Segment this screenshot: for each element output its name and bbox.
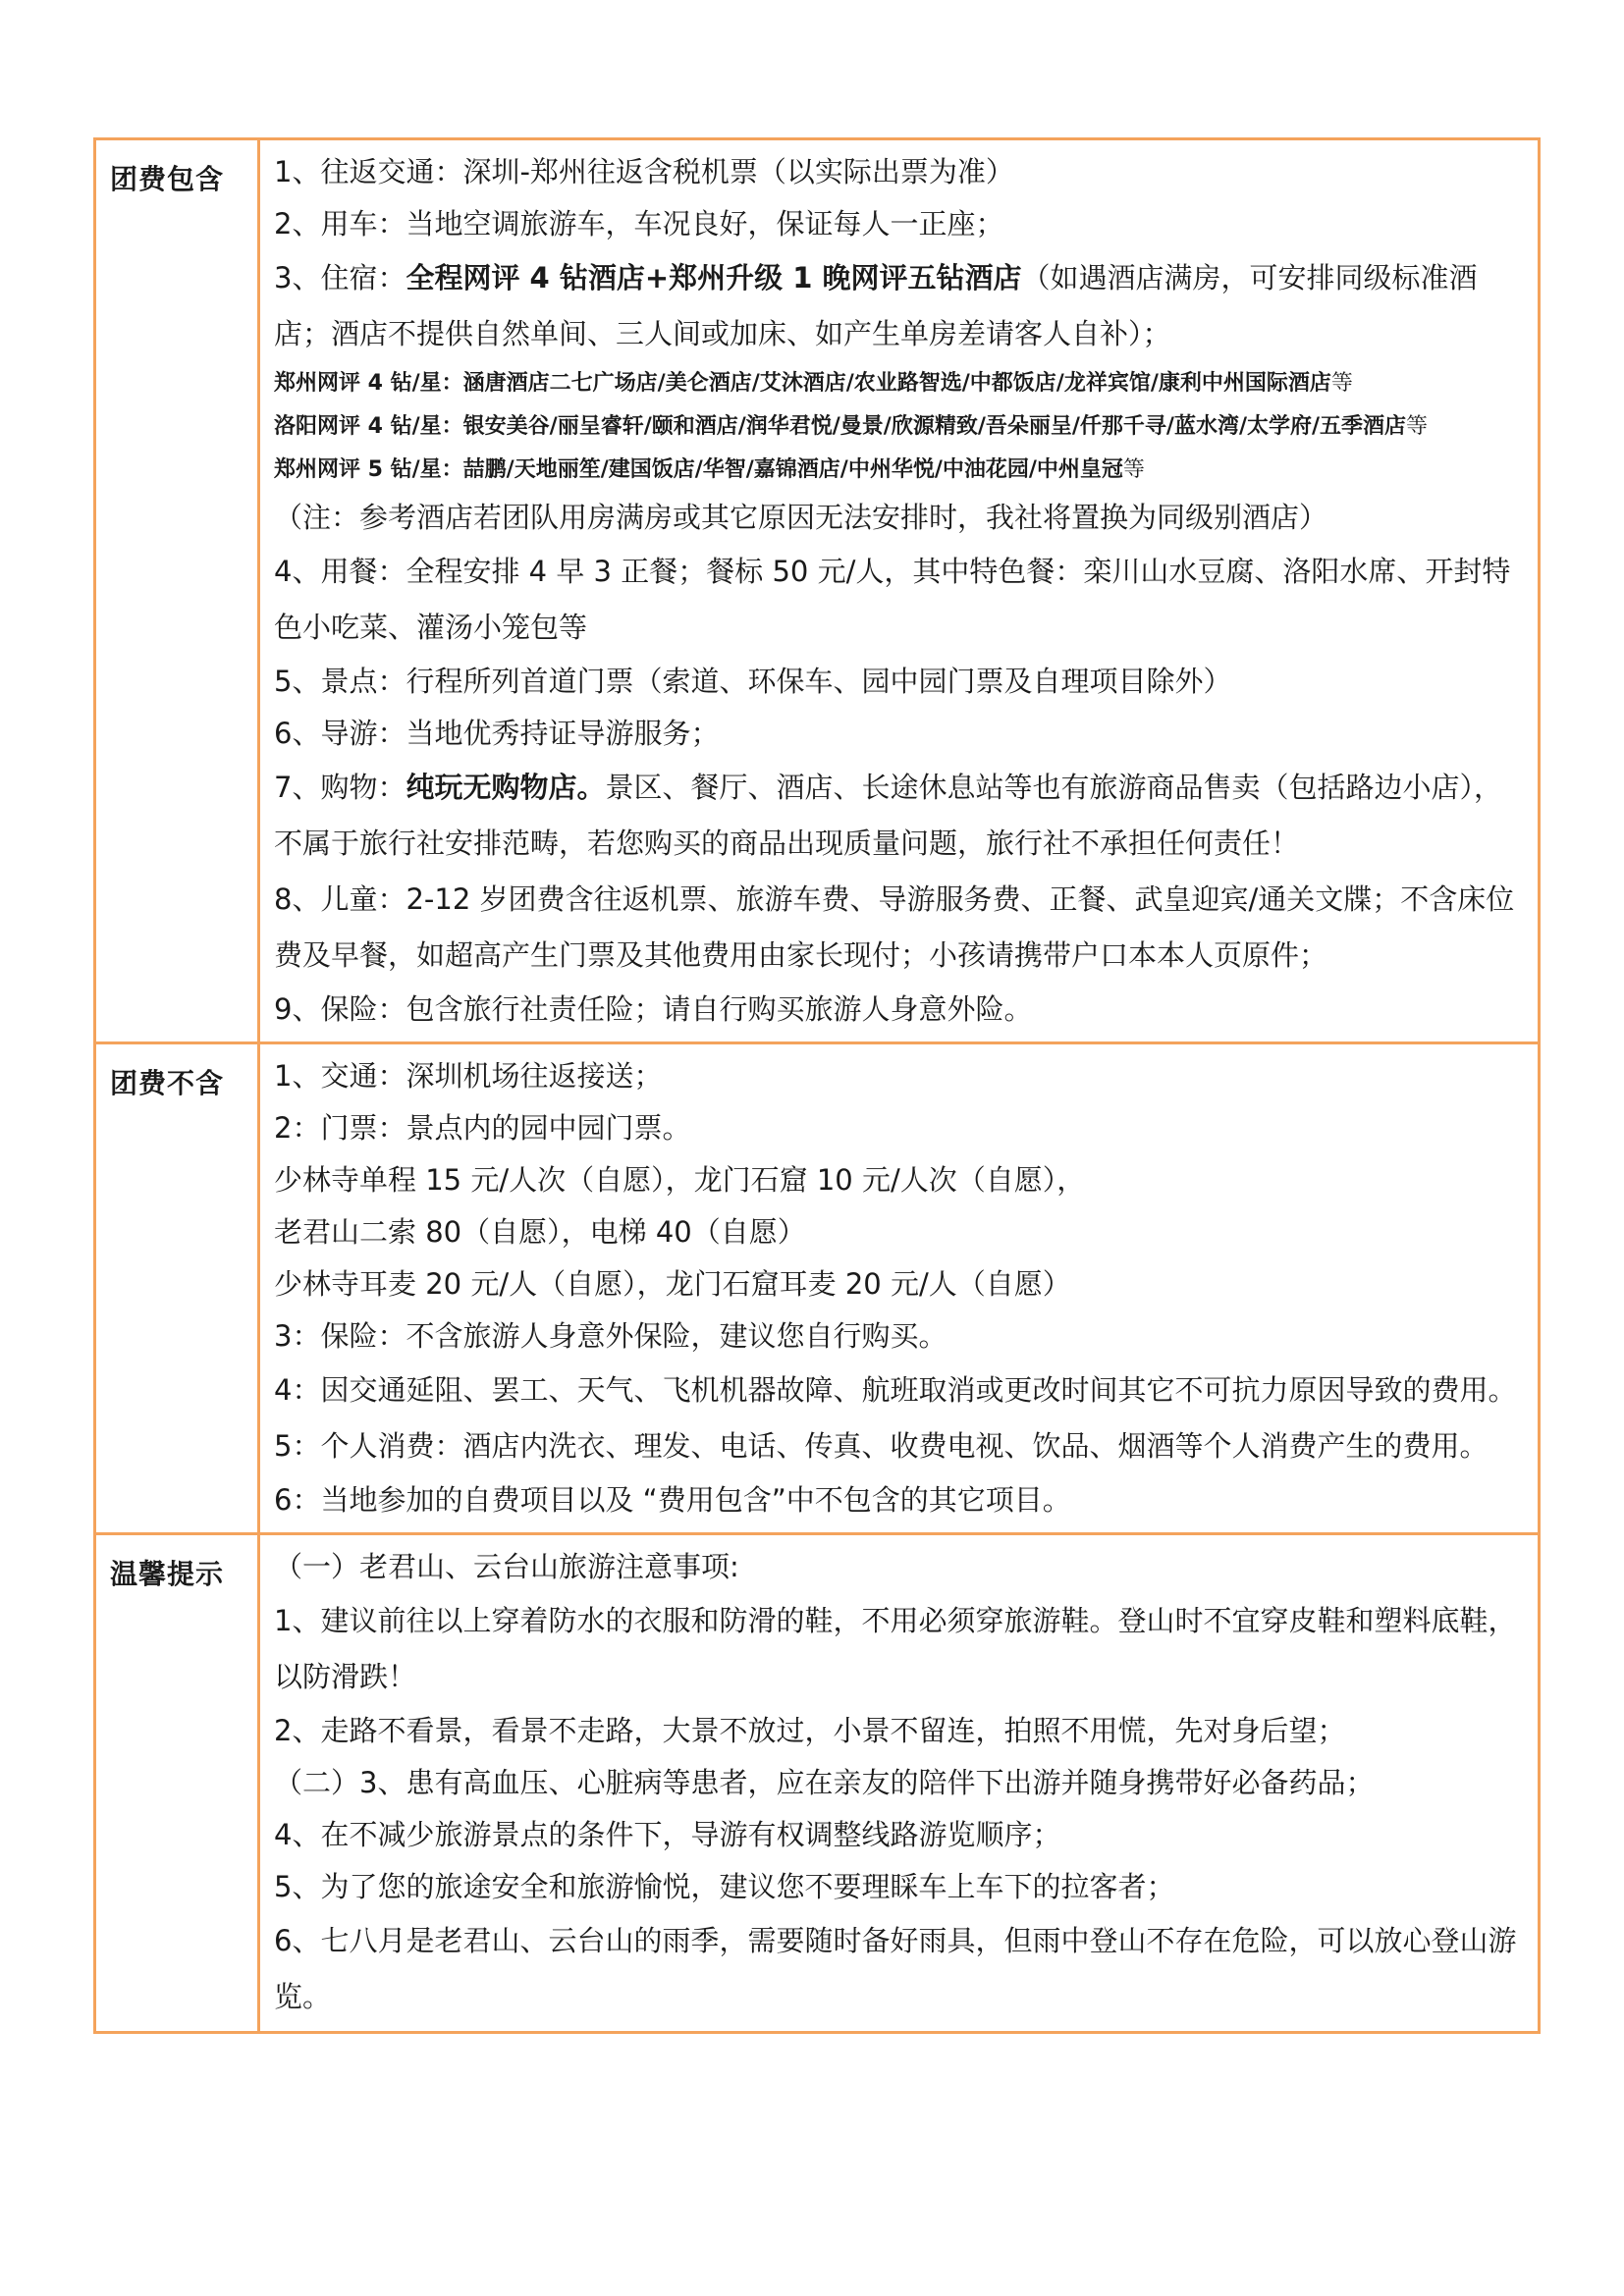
- include-sights: 5、景点：行程所列首道门票（索道、环保车、园中园门票及自理项目除外）: [274, 665, 1232, 698]
- fee-table: [93, 137, 1541, 2034]
- tip-heading: （一）老君山、云台山旅游注意事项:: [274, 1550, 739, 1583]
- includes-label: 团费包含: [95, 139, 259, 1043]
- excludes-label: 团费不含: [95, 1043, 259, 1534]
- tip-2: 2、走路不看景，看景不走路，大景不放过，小景不留连，拍照不用慌，先对身后望；: [274, 1714, 1346, 1747]
- exclude-personal: 5：个人消费：酒店内洗衣、理发、电话、传真、收费电视、饮品、烟酒等个人消费产生的费用。: [274, 1429, 1489, 1463]
- include-vehicle: 2、用车：当地空调旅游车，车况良好，保证每人一正座；: [274, 207, 1004, 240]
- include-meals: 4、用餐：全程安排 4 早 3 正餐；餐标 50 元/人，其中特色餐：栾川山水豆腐、洛阳水席、开封特色小吃菜、灌汤小笼包等: [274, 555, 1511, 644]
- include-transport: 1、往返交通：深圳-郑州往返含税机票（以实际出票为准）: [274, 155, 1014, 188]
- hotel-list-zhengzhou-5: [274, 449, 1524, 492]
- includes-row: [95, 139, 1540, 1043]
- exclude-transport: 1、交通：深圳机场往返接送；: [274, 1059, 663, 1093]
- include-hotel-suffix: （如遇酒店满房，可安排同级标准酒店；酒店不提供自然单间、三人间或加床、如产生单房差请客人自补）；: [274, 261, 1478, 350]
- exclude-tickets: 2：门票：景点内的园中园门票。: [274, 1111, 691, 1145]
- include-shopping-prefix: 7、购物：: [274, 771, 406, 804]
- include-insurance: 9、保险：包含旅行社责任险；请自行购买旅游人身意外险。: [274, 992, 1033, 1026]
- include-shopping-bold: 纯玩无购物店。: [406, 771, 606, 804]
- hotel-list-zhengzhou-4-text: 郑州网评 4 钻/星：涵唐酒店二七广场店/美仑酒店/艾沐酒店/农业路智选/中都饭店/龙祥宾馆/康利中州国际酒店: [274, 371, 1331, 396]
- include-hotel: [274, 250, 1524, 362]
- excludes-content: [259, 1043, 1540, 1534]
- hotel-list-zhengzhou-5-tail: 等: [1122, 457, 1145, 482]
- exclude-shaolin: 少林寺单程 15 元/人次（自愿），龙门石窟 10 元/人次（自愿），: [274, 1163, 1086, 1197]
- include-hotel-bold: 全程网评 4 钻酒店+郑州升级 1 晚网评五钻酒店: [406, 261, 1022, 294]
- tip-3: （二）3、患有高血压、心脏病等患者，应在亲友的陪伴下出游并随身携带好必备药品；: [274, 1766, 1375, 1799]
- tip-6: 6、七八月是老君山、云台山的雨季，需要随时备好雨具，但雨中登山不存在危险，可以放心登山游览。: [274, 1924, 1517, 2013]
- excludes-row: [95, 1043, 1540, 1534]
- tip-5: 5、为了您的旅途安全和旅游愉悦，建议您不要理睬车上车下的拉客者；: [274, 1870, 1175, 1903]
- exclude-laojun: 老君山二索 80（自愿），电梯 40（自愿）: [274, 1215, 806, 1249]
- include-children: 8、儿童：2-12 岁团费含往返机票、旅游车费、导游服务费、正餐、武皇迎宾/通关文牒；不含床位费及早餐，如超高产生门票及其他费用由家长现付；小孩请携带户口本本人页原件；: [274, 882, 1515, 972]
- hotel-list-luoyang-4: [274, 405, 1524, 449]
- hotel-list-zhengzhou-4: [274, 362, 1524, 405]
- tips-label: 温馨提示: [95, 1534, 259, 2033]
- tip-1: 1、建议前往以上穿着防水的衣服和防滑的鞋，不用必须穿旅游鞋。登山时不宜穿皮鞋和塑料底鞋，以防滑跌！: [274, 1604, 1517, 1693]
- exclude-headset: 少林寺耳麦 20 元/人（自愿），龙门石窟耳麦 20 元/人（自愿）: [274, 1267, 1071, 1301]
- exclude-insurance: 3：保险：不含旅游人身意外保险，建议您自行购买。: [274, 1319, 947, 1353]
- tips-row: [95, 1534, 1540, 2033]
- include-hotel-prefix: 3、住宿：: [274, 261, 406, 294]
- include-shopping-suffix: 景区、餐厅、酒店、长途休息站等也有旅游商品售卖（包括路边小店），不属于旅行社安排范畴，若您购买的商品出现质量问题，旅行社不承担任何责任！: [274, 771, 1502, 860]
- include-shopping: [274, 760, 1524, 872]
- hotel-list-luoyang-4-tail: 等: [1406, 414, 1429, 439]
- tip-4: 4、在不减少旅游景点的条件下，导游有权调整线路游览顺序；: [274, 1818, 1061, 1851]
- hotel-list-luoyang-4-text: 洛阳网评 4 钻/星：银安美谷/丽呈睿轩/颐和酒店/润华君悦/曼景/欣源精致/吾朵丽呈/仟那千寻/蓝水湾/太学府/五季酒店: [274, 414, 1407, 439]
- exclude-self-paid: 6：当地参加的自费项目以及 “费用包含”中不包含的其它项目。: [274, 1483, 1071, 1517]
- tips-content: [259, 1534, 1540, 2033]
- includes-content: [259, 139, 1540, 1043]
- hotel-list-zhengzhou-4-tail: 等: [1330, 371, 1353, 396]
- itinerary-sheet: [93, 137, 1541, 2034]
- hotel-list-zhengzhou-5-text: 郑州网评 5 钻/星：喆鹏/天地丽笙/建国饭店/华智/嘉锦酒店/中州华悦/中油花园/中州皇冠: [274, 457, 1123, 482]
- include-hotel-note: （注：参考酒店若团队用房满房或其它原因无法安排时，我社将置换为同级别酒店）: [274, 501, 1328, 534]
- include-guide: 6、导游：当地优秀持证导游服务；: [274, 717, 720, 750]
- exclude-force-majeure: 4：因交通延阻、罢工、天气、飞机机器故障、航班取消或更改时间其它不可抗力原因导致的费用。: [274, 1373, 1517, 1407]
